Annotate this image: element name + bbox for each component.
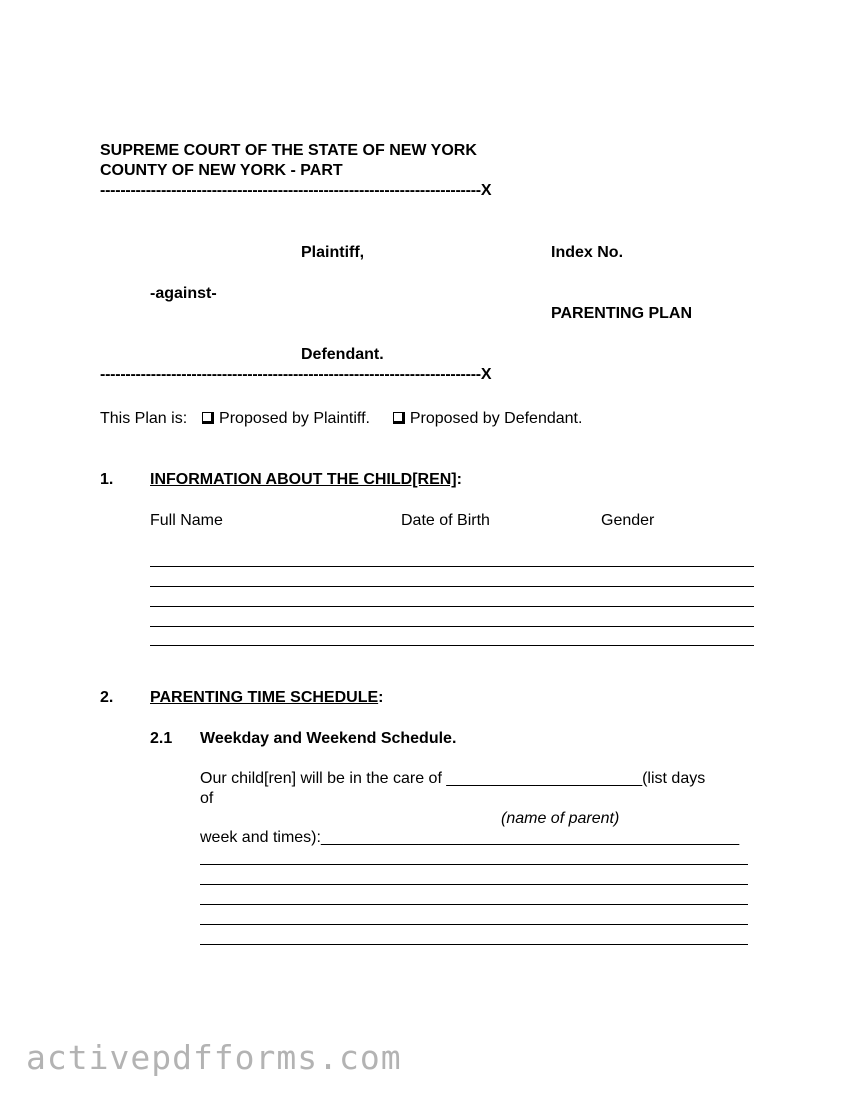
county-part: COUNTY OF NEW YORK - PART (100, 162, 343, 179)
section1-heading (150, 470, 462, 490)
child-entry-line[interactable] (150, 586, 754, 587)
child-entry-line[interactable] (150, 566, 754, 567)
section1-number: 1. (100, 471, 114, 488)
column-gender: Gender (601, 512, 655, 529)
section1-colon: : (456, 471, 462, 488)
subsection-number: 2.1 (150, 730, 173, 747)
index-no-label: Index No. (551, 244, 624, 261)
column-date-of-birth: Date of Birth (401, 512, 490, 529)
schedule-entry-line[interactable] (200, 904, 748, 905)
defendant-label: Defendant. (301, 346, 384, 363)
schedule-entry-line[interactable] (200, 924, 748, 925)
schedule-line-1: Our child[ren] will be in the care of ______________________(list days (200, 770, 706, 787)
against-label: -against- (150, 285, 217, 302)
child-entry-line[interactable] (150, 645, 754, 646)
caption-divider: ---------------------------------------------------------------------------X (100, 366, 492, 383)
name-of-parent-note: (name of parent) (501, 810, 620, 827)
document-title: PARENTING PLAN (551, 305, 693, 322)
plan-is-row (100, 409, 582, 429)
section2-title: PARENTING TIME SCHEDULE (150, 689, 379, 706)
section2-colon: : (378, 689, 384, 706)
plan-is-label: This Plan is: (100, 410, 188, 427)
schedule-line-3: week and times):_______________________________________________ (200, 829, 740, 846)
schedule-entry-line[interactable] (200, 884, 748, 885)
section2-number: 2. (100, 689, 114, 706)
child-entry-line[interactable] (150, 626, 754, 627)
column-full-name: Full Name (150, 512, 223, 529)
schedule-entry-line[interactable] (200, 864, 748, 865)
section2-heading (150, 688, 383, 708)
option-plaintiff: Proposed by Plaintiff. (219, 410, 370, 427)
plaintiff-checkbox[interactable] (202, 412, 214, 424)
schedule-line-2: of (200, 790, 214, 807)
plaintiff-label: Plaintiff, (301, 244, 365, 261)
subsection-title: Weekday and Weekend Schedule. (200, 730, 457, 747)
court-name: SUPREME COURT OF THE STATE OF NEW YORK (100, 142, 477, 159)
option-defendant: Proposed by Defendant. (409, 410, 583, 427)
schedule-entry-line[interactable] (200, 944, 748, 945)
watermark: activepdfforms.com (26, 1038, 402, 1077)
defendant-checkbox[interactable] (393, 412, 405, 424)
child-entry-line[interactable] (150, 606, 754, 607)
section1-title: INFORMATION ABOUT THE CHILD[REN] (150, 471, 457, 488)
header-divider: ---------------------------------------------------------------------------X (100, 182, 492, 199)
